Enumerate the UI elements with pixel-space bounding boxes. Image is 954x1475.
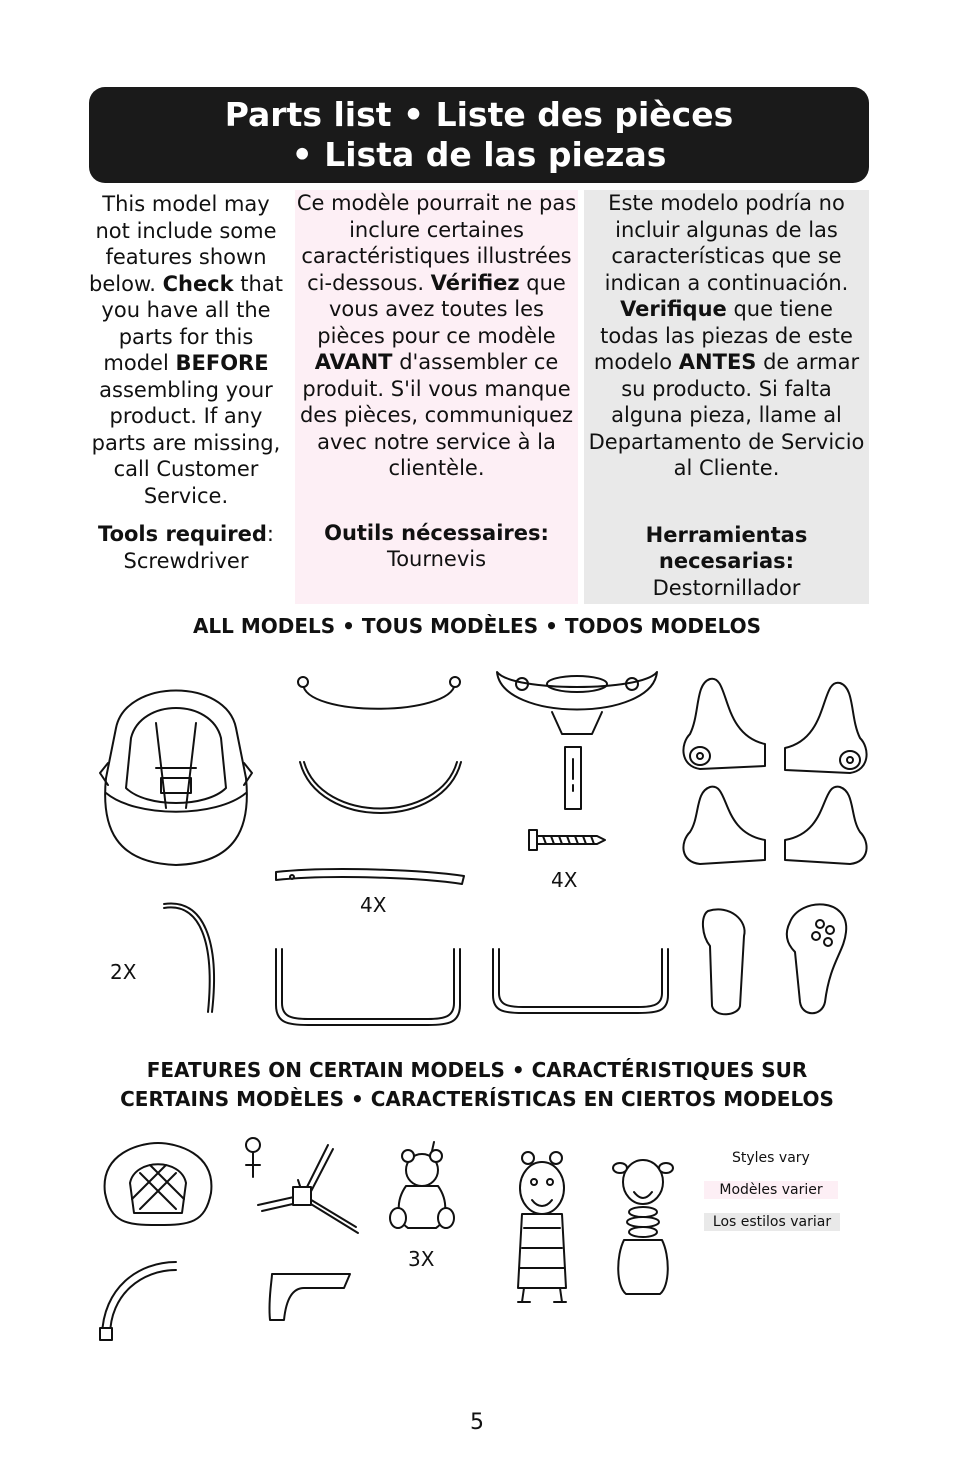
toy-bar-arm-illustration: [98, 1258, 178, 1342]
check-emphasis: Check: [162, 271, 234, 296]
base-cover-illustration: [264, 1270, 352, 1322]
intro-column-en: [89, 190, 283, 604]
intro-text-fr: [295, 190, 578, 482]
base-foot-illustration: [780, 678, 870, 778]
u-frame-illustration: [268, 945, 468, 1027]
seat-illustration: [96, 668, 256, 868]
tools-value: Tournevis: [386, 547, 487, 571]
title-line-1: Parts list • Liste des pièces: [224, 95, 734, 134]
intro-text-part: that you have all the parts for this model: [101, 271, 283, 375]
base-foot-illustration: [680, 674, 770, 774]
u-frame-illustration: [488, 945, 673, 1017]
tools-label: Herramientas necesarias:: [645, 522, 808, 573]
tools-required-es: [584, 522, 869, 602]
tools-value: Screwdriver: [123, 548, 249, 573]
check-emphasis: Verifique: [620, 297, 727, 321]
tube-quantity: 4X: [360, 893, 387, 917]
intro-text-part: d'assembler ce produit. S'il vous manque des pièces, communiquez avec notre service à la clientèle.: [299, 350, 574, 480]
base-foot-illustration: [780, 782, 870, 872]
leg-quantity: 2X: [110, 960, 137, 984]
wire-frame-illustration: [298, 760, 463, 830]
features-heading-line-2: CERTAINS MODÈLES • CARACTERÍSTICAS EN CIERTOS MODELOS: [120, 1087, 834, 1111]
tray-illustration: [492, 662, 662, 742]
intro-text-part: Este modelo podría no incluir algunas de las características que se indican a continuación.: [604, 191, 849, 295]
intro-text-part: de armar su producto. Si falta alguna pieza, llame al Departamento de Servicio al Cliente.: [588, 350, 865, 480]
all-models-heading: ALL MODELS • TOUS MODÈLES • TODOS MODELOS: [192, 614, 762, 638]
before-emphasis: ANTES: [678, 350, 757, 374]
page-number: 5: [470, 1410, 484, 1435]
tools-label: Tools required: [98, 522, 267, 546]
post-clip-illustration: [563, 745, 585, 813]
intro-text-es: [584, 190, 869, 482]
check-emphasis: Vérifiez: [430, 270, 520, 295]
before-emphasis: BEFORE: [175, 351, 269, 375]
toy-quantity: 3X: [408, 1247, 435, 1271]
screw-illustration: [527, 828, 607, 852]
styles-vary-fr: Modèles varier: [704, 1181, 838, 1199]
tools-label: Outils nécessaires:: [324, 520, 549, 545]
intro-text-part: This model may not include some features shown below.: [89, 192, 277, 296]
before-emphasis: AVANT: [314, 350, 393, 374]
intro-column-es: [584, 190, 869, 604]
title-line-2: • Lista de las piezas: [291, 135, 667, 174]
styles-vary-en: Styles vary: [732, 1150, 810, 1166]
features-heading: [60, 1056, 894, 1114]
features-heading-line-1: FEATURES ON CERTAIN MODELS • CARACTÉRISTIQUES SUR: [146, 1058, 808, 1082]
canopy-bar-illustration: [295, 672, 465, 722]
electronics-unit-illustration: [780, 902, 850, 1018]
tools-colon: :: [266, 522, 274, 546]
leg-tube-illustration: [272, 866, 467, 890]
motor-housing-illustration: [700, 906, 750, 1018]
bear-toy-illustration: [386, 1140, 458, 1232]
mobile-arm-illustration: [238, 1135, 363, 1235]
screw-quantity: 4X: [551, 868, 578, 892]
intro-text-part: Ce modèle pourrait ne pas inclure certaines caractéristiques illustrées ci-dessous.: [296, 191, 577, 295]
styles-vary-es: Los estilos variar: [704, 1213, 840, 1231]
zebra-toy-illustration: [510, 1148, 574, 1308]
head-support-illustration: [100, 1143, 216, 1227]
intro-text-part: que vous avez toutes les pièces pour ce modèle: [317, 270, 566, 348]
curved-leg-illustration: [160, 902, 220, 1017]
intro-text-en: [89, 191, 283, 509]
giraffe-toy-illustration: [612, 1156, 674, 1301]
base-foot-illustration: [680, 782, 770, 872]
tools-value: Destornillador: [652, 575, 801, 600]
intro-text-part: que tiene todas las piezas de este modelo: [593, 297, 853, 374]
title-banner: [89, 87, 869, 183]
tools-required-fr: [295, 520, 578, 573]
intro-column-fr: [295, 190, 578, 604]
intro-text-part: assembling your product. If any parts are missing, call Customer Service.: [91, 377, 281, 508]
tools-required-en: [89, 521, 283, 574]
